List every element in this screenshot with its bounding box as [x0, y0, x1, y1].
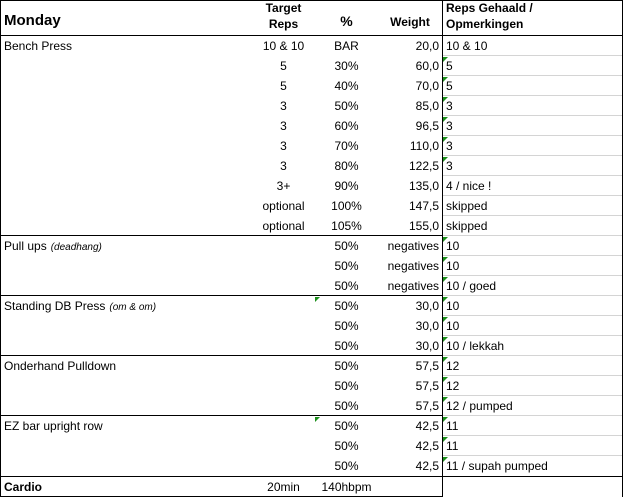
comment-indicator-icon[interactable] — [443, 357, 448, 362]
percent-cell[interactable]: 50% — [334, 419, 359, 433]
result-cell[interactable]: 3 — [446, 139, 453, 153]
weight-cell[interactable]: 30,0 — [415, 299, 439, 313]
percent-cell[interactable]: 40% — [334, 79, 359, 93]
result-cell[interactable]: 4 / nice ! — [446, 179, 492, 193]
comment-indicator-icon[interactable] — [443, 437, 448, 442]
comment-indicator-icon[interactable] — [315, 417, 320, 422]
percent-cell[interactable]: 50% — [334, 319, 359, 333]
result-cell[interactable]: skipped — [446, 219, 488, 233]
target-reps-cell[interactable] — [252, 456, 315, 476]
percent-cell[interactable]: 50% — [334, 439, 359, 453]
result-cell[interactable]: 10 / goed — [446, 279, 497, 293]
target-reps-cell[interactable] — [252, 396, 315, 416]
weight-cell[interactable]: 57,5 — [415, 379, 439, 393]
weight-header: Weight — [390, 15, 430, 29]
cardio-duration[interactable]: 20min — [267, 480, 300, 494]
comment-indicator-icon[interactable] — [443, 317, 448, 322]
target-reps-cell[interactable] — [252, 296, 315, 316]
exercise-name: Onderhand Pulldown — [4, 359, 117, 373]
exercise-cell[interactable] — [4, 396, 252, 416]
weight-cell[interactable]: 30,0 — [415, 339, 439, 353]
weight-cell[interactable]: 122,5 — [408, 159, 439, 173]
exercise-cell[interactable] — [4, 36, 252, 56]
exercise-cell[interactable] — [4, 316, 252, 336]
percent-cell[interactable]: 50% — [334, 359, 359, 373]
target-reps-cell[interactable]: 10 & 10 — [262, 39, 305, 53]
weight-cell[interactable]: 42,5 — [415, 439, 439, 453]
target-reps-cell[interactable] — [252, 356, 315, 376]
result-cell[interactable]: 10 — [446, 319, 460, 333]
exercise-cell[interactable] — [4, 176, 252, 196]
target-reps-cell[interactable] — [252, 436, 315, 456]
exercise-name: Pull ups — [4, 239, 47, 253]
target-reps-cell[interactable]: 3 — [280, 159, 287, 173]
exercise-note: (deadhang) — [50, 242, 102, 253]
weight-cell[interactable]: 60,0 — [415, 59, 439, 73]
comment-indicator-icon[interactable] — [443, 277, 448, 282]
weight-cell[interactable]: 135,0 — [408, 179, 439, 193]
weight-cell[interactable]: 85,0 — [415, 99, 439, 113]
percent-cell[interactable]: 60% — [334, 119, 359, 133]
comment-indicator-icon[interactable] — [443, 417, 448, 422]
weight-cell[interactable]: 57,5 — [415, 399, 439, 413]
exercise-name: EZ bar upright row — [4, 419, 103, 433]
target-reps-cell[interactable] — [252, 416, 315, 436]
exercise-cell[interactable] — [4, 276, 252, 296]
result-cell[interactable]: 10 — [446, 259, 460, 273]
cardio-heart-rate[interactable]: 140hbpm — [321, 480, 372, 494]
cardio-label: Cardio — [4, 480, 43, 494]
percent-cell[interactable]: 50% — [334, 259, 359, 273]
exercise-cell[interactable] — [4, 456, 252, 476]
exercise-name: Standing DB Press — [4, 299, 106, 313]
result-cell[interactable]: 3 — [446, 119, 453, 133]
comment-indicator-icon[interactable] — [443, 397, 448, 402]
weight-cell[interactable]: 70,0 — [415, 79, 439, 93]
exercise-cell[interactable] — [4, 76, 252, 96]
percent-cell[interactable]: 50% — [334, 239, 359, 253]
weight-cell[interactable]: 42,5 — [415, 459, 439, 473]
comment-indicator-icon[interactable] — [443, 457, 448, 462]
result-cell[interactable]: 3 — [446, 99, 453, 113]
weight-cell[interactable]: negatives — [387, 279, 439, 293]
weight-cell[interactable]: 20,0 — [415, 39, 439, 53]
comment-indicator-icon[interactable] — [443, 57, 448, 62]
weight-cell[interactable]: 110,0 — [409, 139, 439, 153]
exercise-cell[interactable] — [4, 336, 252, 356]
comment-indicator-icon[interactable] — [443, 157, 448, 162]
exercise-cell[interactable] — [4, 416, 252, 436]
target-reps-cell[interactable]: 3 — [280, 119, 287, 133]
comment-indicator-icon[interactable] — [443, 297, 448, 302]
exercise-note: (om & om) — [109, 302, 157, 313]
day-title: Monday — [4, 12, 61, 29]
exercise-cell[interactable] — [4, 356, 252, 376]
percent-cell[interactable]: 80% — [334, 159, 359, 173]
result-cell[interactable]: 5 — [446, 79, 453, 93]
target-reps-header-line2: Reps — [268, 17, 299, 31]
result-cell[interactable]: 3 — [446, 159, 453, 173]
comment-indicator-icon[interactable] — [443, 237, 448, 242]
target-reps-cell[interactable] — [252, 256, 315, 276]
result-cell[interactable]: 12 — [446, 359, 460, 373]
comment-indicator-icon[interactable] — [443, 257, 448, 262]
result-cell[interactable]: 11 — [446, 419, 459, 433]
target-reps-cell[interactable] — [252, 276, 315, 296]
exercise-cell[interactable] — [4, 116, 252, 136]
comment-indicator-icon[interactable] — [443, 377, 448, 382]
exercise-cell[interactable] — [4, 156, 252, 176]
target-reps-header-line1: Target — [265, 1, 302, 15]
weight-cell[interactable]: 147,5 — [408, 199, 439, 213]
target-reps-cell[interactable] — [252, 316, 315, 336]
percent-cell[interactable]: 50% — [334, 379, 359, 393]
percent-header: % — [340, 13, 353, 29]
weight-cell[interactable]: 155,0 — [408, 219, 439, 233]
exercise-name: Bench Press — [4, 39, 73, 53]
percent-cell[interactable]: 105% — [331, 219, 362, 233]
comment-indicator-icon[interactable] — [443, 337, 448, 342]
target-reps-cell[interactable] — [252, 376, 315, 396]
target-reps-cell[interactable] — [252, 336, 315, 356]
exercise-cell[interactable] — [4, 216, 252, 236]
comment-indicator-icon[interactable] — [443, 137, 448, 142]
notes-header-line1: Reps Gehaald / — [446, 1, 533, 15]
target-reps-cell[interactable]: 5 — [280, 79, 287, 93]
comment-indicator-icon[interactable] — [443, 117, 448, 122]
percent-cell[interactable]: 50% — [334, 99, 359, 113]
percent-cell[interactable]: 50% — [334, 339, 359, 353]
result-cell[interactable]: 10 & 10 — [446, 39, 488, 53]
result-cell[interactable]: 10 — [446, 299, 460, 313]
exercise-cell[interactable] — [4, 196, 252, 216]
result-cell[interactable]: 5 — [446, 59, 453, 73]
result-cell[interactable]: skipped — [446, 199, 488, 213]
result-cell[interactable]: 11 / supah pumped — [446, 459, 548, 473]
result-cell[interactable]: 12 — [446, 379, 460, 393]
percent-cell[interactable]: 30% — [334, 59, 359, 73]
percent-cell[interactable]: 100% — [331, 199, 362, 213]
exercise-cell[interactable] — [4, 136, 252, 156]
weight-cell[interactable]: 30,0 — [415, 319, 439, 333]
weight-cell[interactable]: 57,5 — [415, 359, 439, 373]
result-cell[interactable]: 12 / pumped — [446, 399, 513, 413]
percent-cell[interactable]: 50% — [334, 399, 359, 413]
target-reps-cell[interactable]: 3 — [280, 139, 287, 153]
comment-indicator-icon[interactable] — [315, 297, 320, 302]
exercise-cell[interactable] — [4, 96, 252, 116]
percent-cell[interactable]: 50% — [334, 459, 359, 473]
target-reps-cell[interactable]: optional — [262, 199, 305, 213]
percent-cell[interactable]: BAR — [334, 39, 359, 53]
target-reps-cell[interactable]: 3 — [280, 99, 287, 113]
percent-cell[interactable]: 50% — [334, 299, 359, 313]
comment-indicator-icon[interactable] — [443, 97, 448, 102]
percent-cell[interactable]: 50% — [334, 279, 359, 293]
exercise-cell[interactable] — [4, 436, 252, 456]
percent-cell[interactable]: 70% — [334, 139, 359, 153]
notes-header-line2: Opmerkingen — [446, 17, 524, 31]
target-reps-cell[interactable]: 5 — [280, 59, 287, 73]
comment-indicator-icon[interactable] — [443, 77, 448, 82]
result-cell[interactable]: 11 — [446, 439, 459, 453]
target-reps-cell[interactable]: 3+ — [276, 179, 291, 193]
exercise-cell[interactable] — [4, 296, 252, 316]
target-reps-cell[interactable] — [252, 236, 315, 256]
result-cell[interactable]: 10 — [446, 239, 460, 253]
exercise-cell[interactable] — [4, 236, 252, 256]
weight-cell[interactable]: 42,5 — [415, 419, 439, 433]
percent-cell[interactable]: 90% — [334, 179, 359, 193]
exercise-cell[interactable] — [4, 376, 252, 396]
weight-cell[interactable]: negatives — [387, 259, 439, 273]
exercise-cell[interactable] — [4, 256, 252, 276]
weight-cell[interactable]: negatives — [387, 239, 439, 253]
weight-cell[interactable]: 96,5 — [415, 119, 439, 133]
exercise-cell[interactable] — [4, 56, 252, 76]
target-reps-cell[interactable]: optional — [262, 219, 305, 233]
result-cell[interactable]: 10 / lekkah — [446, 339, 505, 353]
